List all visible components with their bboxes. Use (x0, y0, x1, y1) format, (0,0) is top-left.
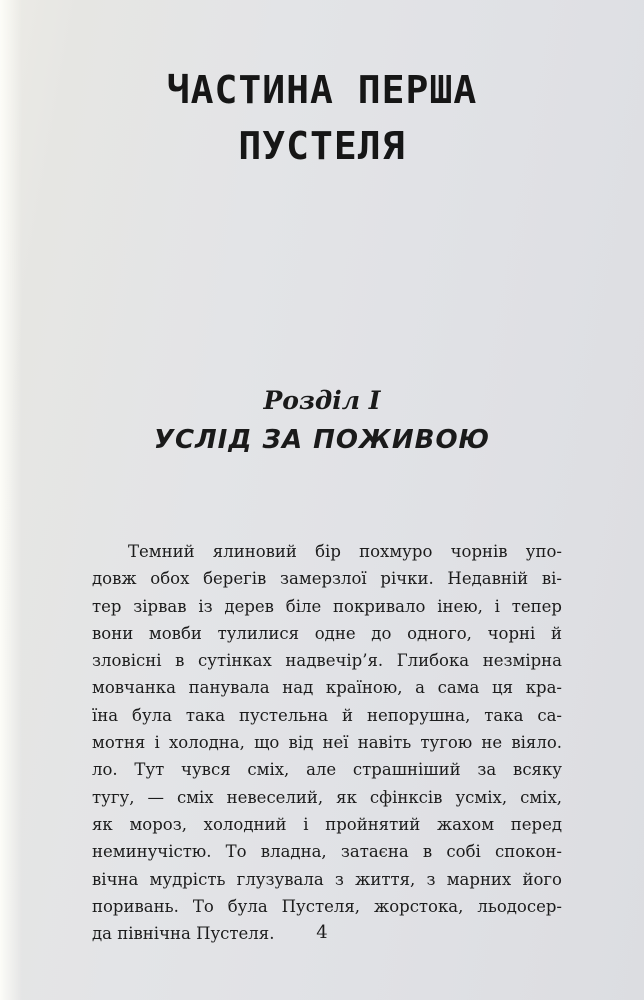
text-line: мовчанка панувала над країною, а сама ця кра- (92, 678, 562, 698)
text-line: тер зірвав із дерев біле покривало інею, і тепер (92, 596, 562, 616)
part-subtitle: ПУСТЕЛЯ (238, 124, 406, 168)
text-line: неминучістю. То владна, затаєна в собі спокон- (92, 842, 562, 862)
text-line: їна була така пустельна й непорушна, така са- (92, 705, 562, 725)
text-line: поривань. То була Пустеля, жорстока, льодосер- (92, 896, 562, 916)
text-line: вічна мудрість глузувала з життя, з марних його (92, 869, 562, 889)
body-paragraph (92, 538, 562, 947)
text-line: тугу, — сміх невеселий, як сфінксів усміх, сміх, (92, 787, 562, 807)
text-line: да північна Пустеля. (92, 924, 275, 944)
chapter-title: УСЛІД ЗА ПОЖИВОЮ (153, 425, 491, 455)
chapter-number: Розділ І (263, 386, 381, 415)
text-line: мотня і холодна, що від неї навіть тугою не віяло. (92, 733, 562, 753)
part-title: ЧАСТИНА ПЕРША (166, 68, 478, 112)
text-line: довж обох берегів замерзлої річки. Недавній ві- (92, 569, 562, 589)
text-line: вони мовби тулилися одне до одного, чорні й (92, 623, 562, 643)
text-line: як мороз, холодний і пройнятий жахом перед (92, 814, 562, 834)
text-line: зловісні в сутінках надвечір’я. Глибока незмірна (92, 651, 562, 671)
text-line: ло. Тут чувся сміх, але страшніший за всяку (92, 760, 562, 780)
page-number: 4 (316, 922, 328, 943)
text-line: Темний ялиновий бір похмуро чорнів упо- (128, 542, 562, 561)
